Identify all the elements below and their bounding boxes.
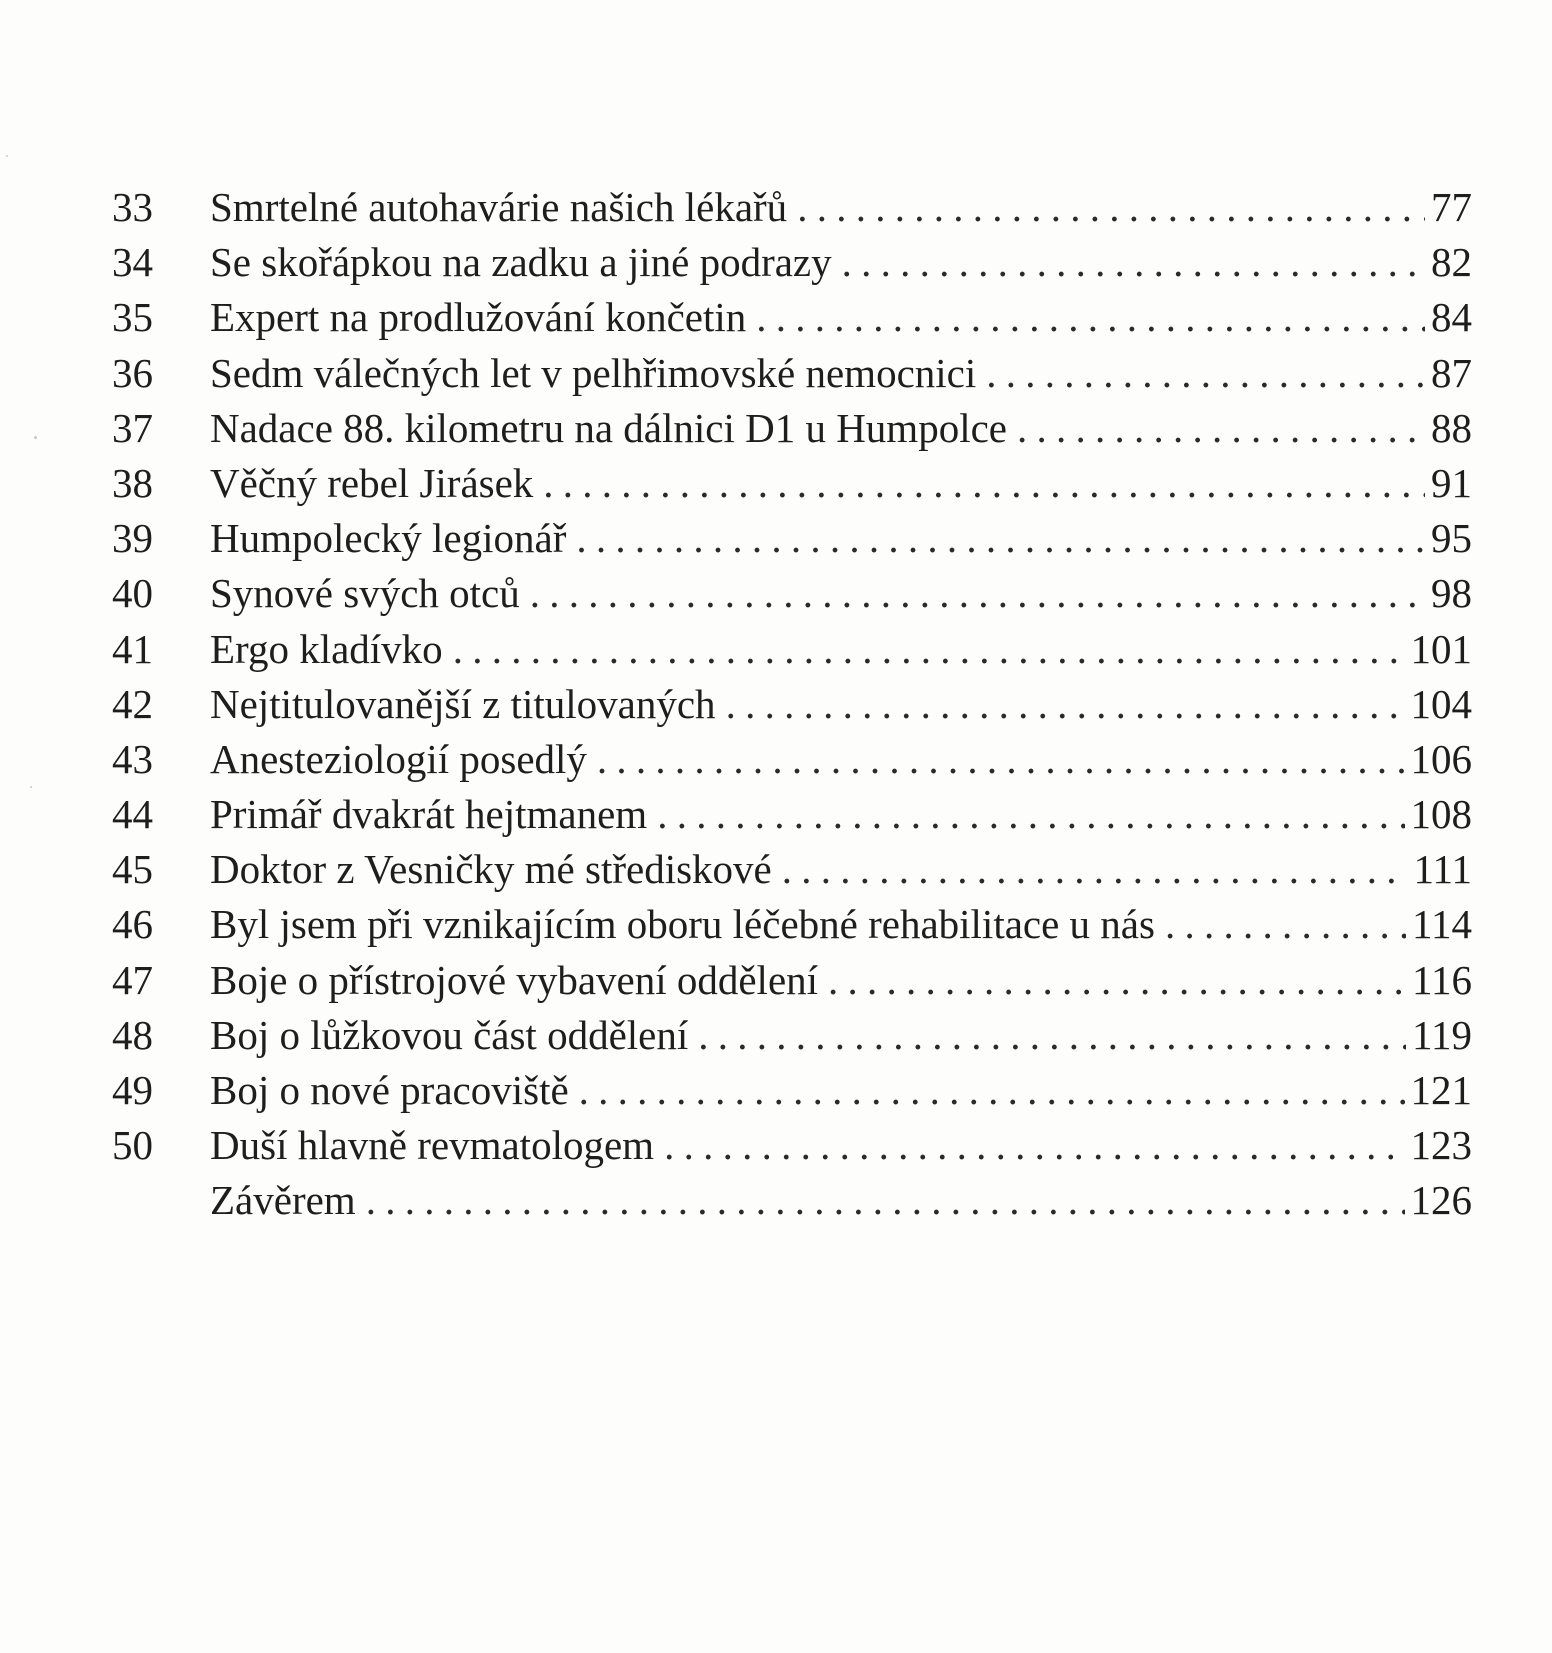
chapter-number: 50 <box>112 1122 153 1169</box>
toc-entry <box>112 787 1472 842</box>
toc-entry <box>112 1173 1472 1228</box>
toc-entry <box>112 180 1472 235</box>
dot-leader <box>664 1118 1404 1173</box>
dot-leader <box>579 1063 1405 1118</box>
page-number: 101 <box>1410 625 1472 672</box>
chapter-number: 42 <box>112 680 153 727</box>
chapter-title: Závěrem <box>210 1177 356 1224</box>
dot-leader <box>576 511 1425 566</box>
dot-leader <box>782 842 1408 897</box>
toc-entry <box>112 677 1472 732</box>
page-number: 116 <box>1412 956 1472 1003</box>
page-number: 106 <box>1410 735 1472 782</box>
chapter-title: Anesteziologií posedlý <box>210 735 587 782</box>
chapter-title: Duší hlavně revmatologem <box>210 1122 655 1169</box>
dot-leader <box>1165 897 1406 952</box>
chapter-number: 38 <box>112 459 153 506</box>
dot-leader <box>1017 401 1425 456</box>
chapter-title: Ergo kladívko <box>210 625 443 672</box>
toc-entry <box>112 1008 1472 1063</box>
chapter-title: Boje o přístrojové vybavení oddělení <box>210 956 819 1003</box>
paper-speck <box>6 155 8 157</box>
chapter-title: Humpolecký legionář <box>210 515 567 562</box>
chapter-title: Smrtelné autohavárie našich lékařů <box>210 184 788 230</box>
toc-entry <box>112 1118 1472 1173</box>
chapter-title: Boj o nové pracoviště <box>210 1067 569 1113</box>
chapter-title: Byl jsem při vznikajícím oboru léčebné rehabilitace u nás <box>210 901 1155 948</box>
chapter-number: 48 <box>112 1011 153 1058</box>
chapter-number: 43 <box>112 735 153 782</box>
page-number: 114 <box>1412 901 1472 948</box>
page-number: 88 <box>1431 404 1472 451</box>
chapter-number: 44 <box>112 791 153 838</box>
chapter-title: Expert na prodlužování končetin <box>210 294 747 341</box>
dot-leader <box>543 456 1425 511</box>
dot-leader <box>597 732 1405 787</box>
page-number: 123 <box>1410 1122 1472 1169</box>
toc-entry <box>112 622 1472 677</box>
dot-leader <box>756 290 1425 345</box>
dot-leader <box>657 787 1404 842</box>
dot-leader <box>797 180 1425 235</box>
chapter-title: Doktor z Vesničky mé střediskové <box>210 846 772 893</box>
chapter-title: Věčný rebel Jirásek <box>210 459 534 506</box>
toc-entry <box>112 842 1472 897</box>
chapter-title: Primář dvakrát hejtmanem <box>210 791 648 838</box>
chapter-number: 47 <box>112 956 153 1003</box>
toc-entry <box>112 1063 1472 1118</box>
page-number: 82 <box>1431 239 1472 286</box>
toc-entry <box>112 346 1472 401</box>
paper-speck <box>30 786 32 788</box>
chapter-number: 49 <box>112 1067 153 1113</box>
page-number: 126 <box>1410 1177 1472 1224</box>
toc-entry <box>112 456 1472 511</box>
page-number: 108 <box>1410 791 1472 838</box>
page-number: 87 <box>1431 349 1472 396</box>
dot-leader <box>986 346 1425 401</box>
dot-leader <box>453 622 1405 677</box>
page-number: 98 <box>1431 570 1472 617</box>
page-number: 77 <box>1431 184 1472 230</box>
dot-leader <box>842 235 1425 290</box>
chapter-title: Se skořápkou na zadku a jiné podrazy <box>210 239 832 286</box>
chapter-title: Nadace 88. kilometru na dálnici D1 u Humpolce <box>210 404 1007 451</box>
chapter-number: 33 <box>112 184 153 230</box>
chapter-number: 36 <box>112 349 153 396</box>
chapter-number: 45 <box>112 846 153 893</box>
chapter-number: 37 <box>112 404 153 451</box>
chapter-title: Boj o lůžkovou část oddělení <box>210 1011 689 1058</box>
page-number: 111 <box>1413 846 1472 893</box>
toc-entry <box>112 897 1472 952</box>
dot-leader <box>698 1008 1406 1063</box>
page-number: 104 <box>1410 680 1472 727</box>
table-of-contents <box>112 180 1472 1229</box>
chapter-number: 34 <box>112 239 153 286</box>
chapter-number: 41 <box>112 625 153 672</box>
page-number: 119 <box>1412 1011 1472 1058</box>
toc-entry <box>112 511 1472 566</box>
page-number: 91 <box>1431 459 1472 506</box>
dot-leader <box>828 953 1406 1008</box>
page-number: 95 <box>1431 515 1472 562</box>
chapter-title: Synové svých otců <box>210 570 520 617</box>
chapter-title: Sedm válečných let v pelhřimovské nemocnici <box>210 349 977 396</box>
chapter-number: 46 <box>112 901 153 948</box>
chapter-title: Nejtitulovanější z titulovaných <box>210 680 716 727</box>
toc-entry <box>112 235 1472 290</box>
page-number: 121 <box>1410 1067 1472 1113</box>
toc-entry <box>112 401 1472 456</box>
chapter-number: 39 <box>112 515 153 562</box>
chapter-number: 40 <box>112 570 153 617</box>
toc-entry <box>112 732 1472 787</box>
dot-leader <box>726 677 1405 732</box>
dot-leader <box>366 1173 1405 1228</box>
toc-entry <box>112 953 1472 1008</box>
paper-speck <box>34 436 37 439</box>
toc-entry <box>112 566 1472 621</box>
toc-entry <box>112 290 1472 345</box>
chapter-number: 35 <box>112 294 153 341</box>
page-number: 84 <box>1431 294 1472 341</box>
dot-leader <box>530 566 1425 621</box>
